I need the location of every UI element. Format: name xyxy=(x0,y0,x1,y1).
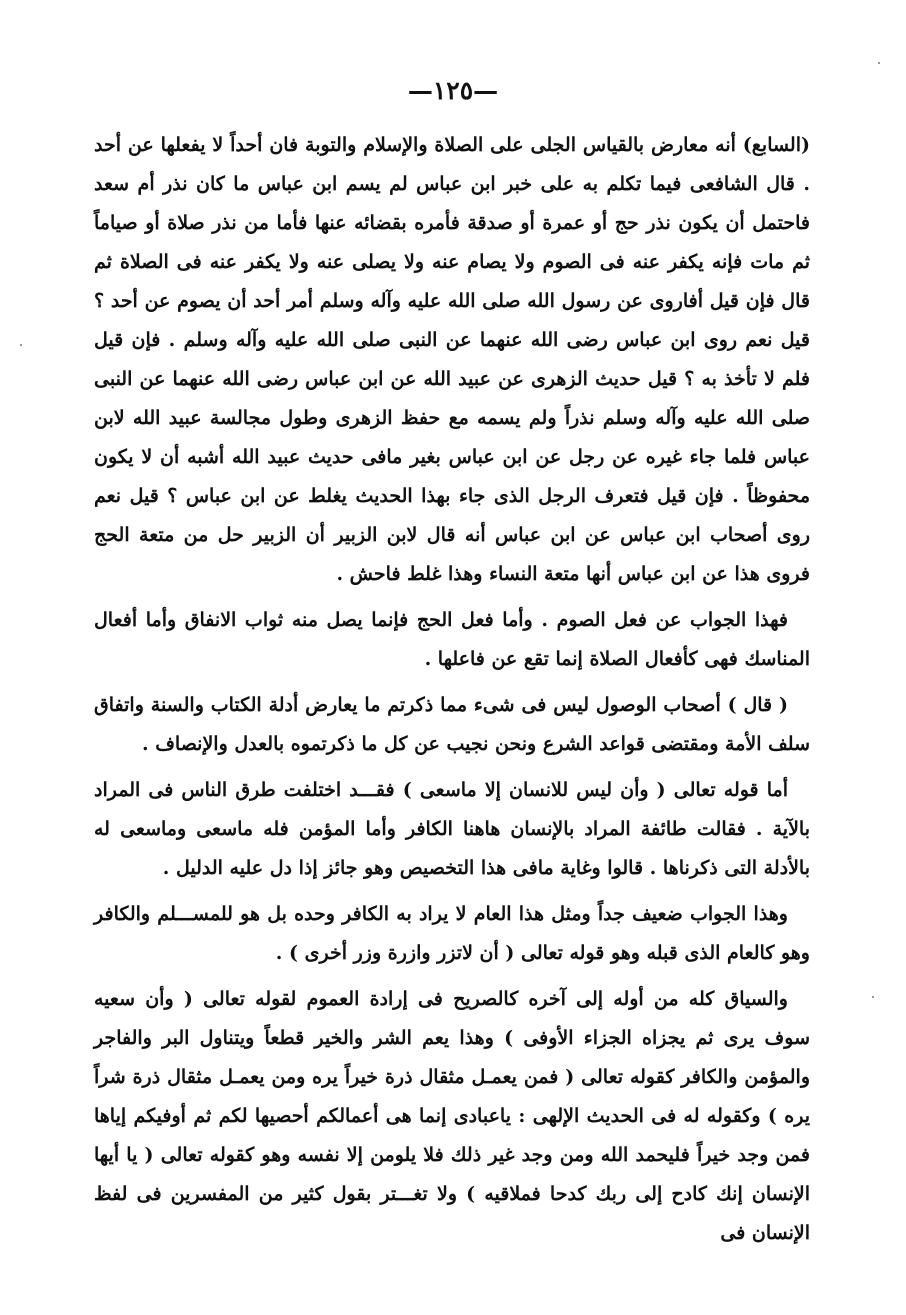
scan-speck xyxy=(872,996,874,998)
paragraph-verse-interpretation: أما قوله تعالى ( وأن ليس للانسان إلا ماسعى ) فقـــد اختلفت طرق الناس فى المراد بالآية . فقالت طائفة المراد بالإنسان هاهنا الكافر وأما المؤمن فله ماسعى وماسعى له بالأدلة التى ذكرناها . قالوا وغاية مافى هذا التخصيص وهو جائز إذا دل عليه الدليل . xyxy=(94,779,810,879)
paragraph-weak-answer: وهذا الجواب ضعيف جداً ومثل هذا العام لا يراد به الكافر وحده بل هو للمســـلم والكافر وهو كالعام الذى قبله وهو قوله تعالى ( أن لاتزر وازرة وزر أخرى ) . xyxy=(94,903,810,964)
paragraph-proponents-reply: ( قال ) أصحاب الوصول ليس فى شىء مما ذكرتم ما يعارض أدلة الكتاب والسنة واتفاق سلف الأمة ومقتضى قواعد الشرع ونحن نجيب عن كل ما ذكرتموه بالعدل والإنصاف . xyxy=(94,694,810,755)
paragraph-fasting-answer: فهذا الجواب عن فعل الصوم . وأما فعل الحج فإنما يصل منه ثواب الانفاق وأما أفعال المناسك فهى كأفعال الصلاة إنما تقع عن فاعلها . xyxy=(94,609,810,670)
paragraph-seventh-objection: (السابع) أنه معارض بالقياس الجلى على الصلاة والإسلام والتوبة فان أحداً لا يفعلها عن أحد . قال الشافعى فيما تكلم به على خبر ابن عباس لم يسم ابن عباس ما كان نذر أم سعد فاحتمل أن يكون نذر حج أو عمرة أو صدقة فأمره بقضائه عنها فأما من نذر صلاة أو صياماً ثم مات فإنه يكفر عنه فى الصوم ولا يصام عنه ولا يصلى عنه ولا يكفر عنه فى الصلاة ثم قال فإن قيل أفاروى عن رسول الله صلى الله عليه وآله وسلم أمر أحد أن يصوم عن أحد ؟ قيل نعم روى ابن عباس رضى الله عنهما عن النبى صلى الله عليه وآله وسلم . فإن قيل فلم لا تأخذ به ؟ قيل حديث الزهرى عن عبيد الله عن ابن عباس رضى الله عنهما عن النبى صلى الله عليه وآله وسلم نذراً ولم يسمه مع حفظ الزهرى وطول مجالسة عبيد الله لابن عباس فلما جاء غيره عن رجل عن ابن عباس بغير مافى حديث عبيد الله أشبه أن لا يكون محفوظاً . فإن قيل فتعرف الرجل الذى جاء بهذا الحديث يغلط عن ابن عباس ؟ قيل نعم روى أصحاب ابن عباس عن ابن عباس أنه قال لابن الزبير أن الزبير حل من متعة الحج فروى هذا عن ابن عباس أنها متعة النساء وهذا غلط فاحش . xyxy=(94,134,810,585)
paragraph-context-generality: والسياق كله من أوله إلى آخره كالصريح فى إرادة العموم لقوله تعالى ( وأن سعيه سوف يرى ثم يجزاه الجزاء الأوفى ) وهذا يعم الشر والخير قطعاً ويتناول البر والفاجر والمؤمن والكافر كقوله تعالى ( فمن يعمـل مثقال ذرة خيراً يره ومن يعمـل مثقال ذرة شراً يره ) وكقوله له فى الحديث الإلهى : ياعبادى إنما هى أعمالكم أحصيها لكم ثم أوفيكم إياها فمن وجد خيراً فليحمد الله ومن وجد غير ذلك فلا يلومن إلا نفسه وهو كقوله تعالى ( يا أيها الإنسان إنك كادح إلى ربك كدحا فملاقيه ) ولا تغـــتر بقول كثير من المفسرين فى لفظ الإنسان فى xyxy=(94,988,810,1244)
scan-speck xyxy=(878,62,880,64)
page-body xyxy=(94,126,810,1260)
scan-speck xyxy=(20,344,22,346)
page-number: —١٢٥— xyxy=(407,76,499,105)
